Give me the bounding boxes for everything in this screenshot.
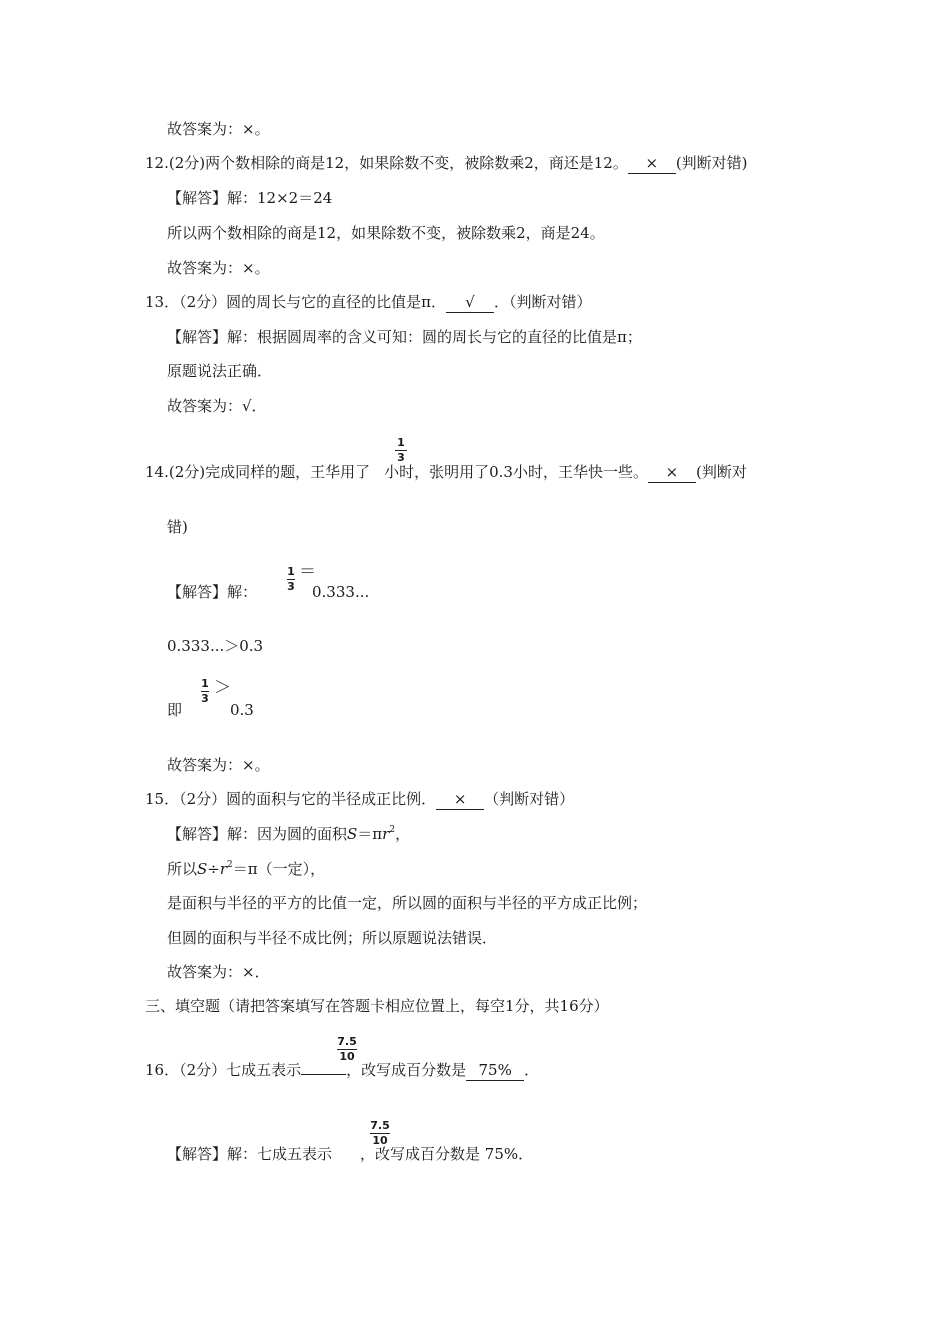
solution-line: 0.333...＞0.3 xyxy=(167,637,264,655)
variable-r: r xyxy=(382,825,390,843)
greater-than-sign: ＞ xyxy=(214,678,231,698)
fraction-numerator: 1 xyxy=(287,565,295,578)
question-text: 15．（2分）圆的面积与它的半径成正比例． xyxy=(145,790,437,808)
fraction-denominator: 3 xyxy=(287,580,295,593)
question-12 xyxy=(145,153,748,174)
solution-label: 【解答】解： xyxy=(167,583,258,601)
answer-line: 故答案为：√． xyxy=(167,397,267,415)
solution-line xyxy=(167,824,410,844)
question-16 xyxy=(145,1060,539,1081)
solution-line xyxy=(167,859,325,879)
section-heading: 三、填空题（请把答案填写在答题卡相应位置上，每空1分，共16分） xyxy=(145,997,609,1015)
fraction xyxy=(370,1120,390,1147)
solution-text: ＝π xyxy=(357,825,383,843)
question-suffix: (判断对错) xyxy=(675,154,748,172)
exponent: 2 xyxy=(227,860,233,870)
answer-blank: × xyxy=(436,789,484,810)
question-suffix: （判断对错） xyxy=(484,790,575,808)
fraction xyxy=(287,566,295,593)
question-14 xyxy=(145,462,747,483)
fraction xyxy=(337,1036,357,1063)
variable-s: S xyxy=(347,825,358,843)
fraction-denominator: 10 xyxy=(372,1134,388,1147)
solution-text: ＝π（一定）， xyxy=(232,860,326,878)
question-text: 16．（2分）七成五表示 xyxy=(145,1061,302,1079)
solution-line xyxy=(167,1144,533,1164)
answer-blank: √ xyxy=(446,292,494,313)
solution-text: ， xyxy=(395,825,411,843)
fraction-numerator: 1 xyxy=(201,677,209,690)
fraction-denominator: 3 xyxy=(201,692,209,705)
question-suffix: ． xyxy=(524,1061,540,1079)
answer-line: 故答案为：×． xyxy=(167,963,270,981)
solution-value: 0.3 xyxy=(230,701,254,719)
solution-text: 【解答】解：因为圆的面积 xyxy=(167,825,348,843)
solution-text: 【解答】解：七成五表示 xyxy=(167,1145,333,1163)
question-text: 小时，张明用了0.3小时，王华快一些。 xyxy=(384,463,648,481)
question-suffix: ．（判断对错） xyxy=(494,293,592,311)
answer-blank: × xyxy=(648,462,696,483)
question-suffix: (判断对 xyxy=(695,463,747,481)
answer-line: 故答案为：×。 xyxy=(167,756,270,774)
fraction-numerator: 1 xyxy=(397,436,405,449)
solution-line: 所以两个数相除的商是12，如果除数不变，被除数乘2，商是24。 xyxy=(167,224,605,242)
answer-blank-1 xyxy=(301,1074,346,1075)
fraction xyxy=(395,437,407,464)
question-text: 12.(2分)两个数相除的商是12，如果除数不变，被除数乘2，商还是12。 xyxy=(145,154,628,172)
solution-text: ，改写成百分数是 75%． xyxy=(360,1145,534,1163)
equals-sign: ＝ xyxy=(299,562,316,582)
solution-line: 【解答】解：根据圆周率的含义可知：圆的周长与它的直径的比值是π； xyxy=(167,328,642,346)
solution-label: 即 xyxy=(167,701,183,719)
solution-line: 原题说法正确． xyxy=(167,362,273,380)
fraction-denominator: 10 xyxy=(339,1050,355,1063)
fraction-numerator: 7.5 xyxy=(370,1119,390,1132)
answer-blank-2: 75% xyxy=(466,1060,524,1081)
solution-line: 【解答】解：12×2＝24 xyxy=(167,189,333,207)
question-text: 14.(2分)完成同样的题，王华用了 xyxy=(145,463,371,481)
fraction-denominator: 3 xyxy=(397,451,405,464)
question-13 xyxy=(145,292,592,313)
division-sign: ÷ xyxy=(207,860,220,878)
fraction xyxy=(201,678,209,705)
question-text: ，改写成百分数是 xyxy=(346,1061,467,1079)
answer-line: 故答案为：×。 xyxy=(167,259,270,277)
exponent: 2 xyxy=(389,825,396,835)
answer-blank: × xyxy=(628,153,676,174)
variable-r: r xyxy=(219,860,228,878)
fraction-numerator: 7.5 xyxy=(337,1035,357,1048)
variable-s: S xyxy=(197,860,208,878)
question-text: 13．（2分）圆的周长与它的直径的比值是π． xyxy=(145,293,446,311)
solution-line: 是面积与半径的平方的比值一定，所以圆的面积与半径的平方成正比例； xyxy=(167,894,648,912)
solution-text: 所以 xyxy=(167,860,198,878)
answer-line: 故答案为：×。 xyxy=(167,120,270,138)
question-15 xyxy=(145,789,574,810)
solution-line: 但圆的面积与半径不成比例；所以原题说法错误． xyxy=(167,929,498,947)
solution-value: 0.333... xyxy=(312,583,370,601)
question-wrap: 错) xyxy=(167,518,188,536)
